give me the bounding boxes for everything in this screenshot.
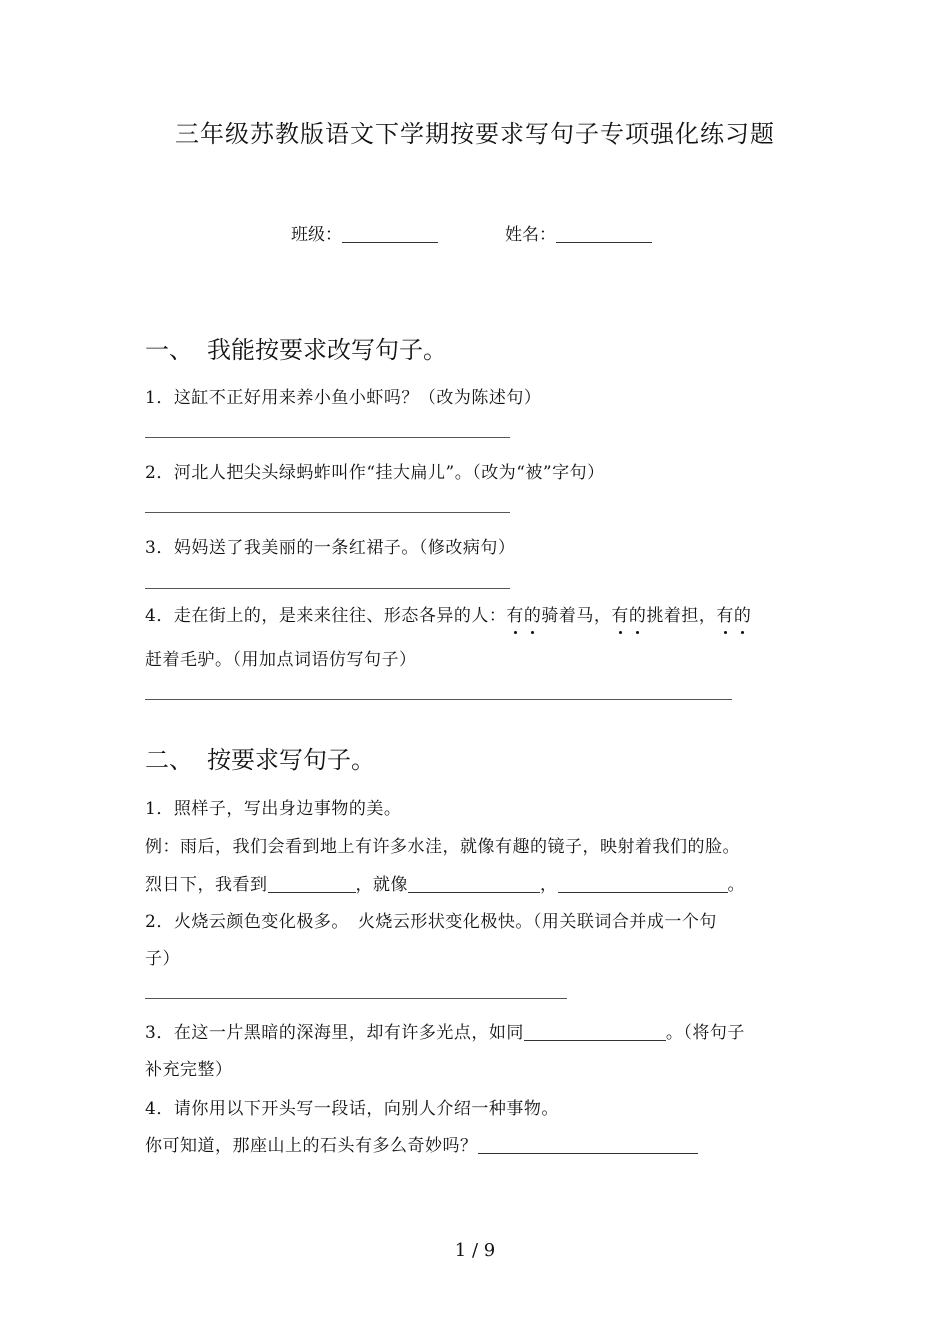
class-label: 班级： <box>291 225 342 245</box>
s1-answer-line-2[interactable] <box>145 512 510 513</box>
s1-question-4 <box>145 601 751 626</box>
dotted-char: 有 <box>611 601 629 626</box>
s1-question-3: 3．妈妈送了我美丽的一条红裙子。（修改病句） <box>145 538 516 558</box>
s2-question-3 <box>145 1018 745 1043</box>
s2-question-3-line2: 补充完整） <box>145 1060 233 1080</box>
s2-fill-b: ，就像 <box>355 875 408 895</box>
dotted-char: 有 <box>716 601 734 626</box>
s2-question-1: 1．照样子，写出身边事物的美。 <box>145 799 402 819</box>
s2-fill-sentence <box>145 870 745 895</box>
s2-example: 例：雨后，我们会看到地上有许多水洼，就像有趣的镜子，映射着我们的脸。 <box>145 837 740 857</box>
section-2-title: 按要求写句子。 <box>207 746 375 774</box>
s2-question-4: 4．请你用以下开头写一段话，向别人介绍一种事物。 <box>145 1099 559 1119</box>
s1-q4-t1: 骑着马， <box>541 606 612 626</box>
s2-question-4-start <box>145 1131 698 1156</box>
section-1-title: 我能按要求改写句子。 <box>207 336 447 364</box>
fill-blank-3[interactable] <box>558 875 728 893</box>
section-1-heading <box>145 330 447 365</box>
s2-q4-start-text: 你可知道，那座山上的石头有多么奇妙吗？ <box>145 1136 478 1156</box>
section-2-number: 二、 <box>145 746 193 774</box>
s1-question-2: 2．河北人把尖头绿蚂蚱叫作“挂大扁儿”。（改为“被”字句） <box>145 463 605 483</box>
s1-answer-line-1[interactable] <box>145 437 510 438</box>
name-field <box>505 220 652 245</box>
s1-q4-d3 <box>716 606 751 626</box>
class-blank[interactable] <box>342 242 438 243</box>
s1-answer-line-3[interactable] <box>145 588 510 589</box>
s1-question-4-line2: 赶着毛驴。（用加点词语仿写句子） <box>145 650 417 670</box>
s2-q3-a: 3．在这一片黑暗的深海里，却有许多光点，如同 <box>145 1023 524 1043</box>
section-1-number: 一、 <box>145 336 193 364</box>
page-title: 三年级苏教版语文下学期按要求写句子专项强化练习题 <box>175 120 775 148</box>
dotted-char: 的 <box>734 601 752 626</box>
dotted-char: 的 <box>629 601 647 626</box>
fill-blank-1[interactable] <box>268 875 356 893</box>
s2-fill-a: 烈日下，我看到 <box>145 875 268 895</box>
s1-question-1: 1．这缸不正好用来养小鱼小虾吗？（改为陈述句） <box>145 388 542 408</box>
dotted-char: 有 <box>506 601 524 626</box>
fill-blank-4[interactable] <box>524 1023 666 1041</box>
class-field <box>291 220 438 245</box>
s2-answer-line-2[interactable] <box>145 998 567 999</box>
section-2-heading <box>145 740 375 775</box>
s1-q4-prefix: 4．走在街上的，是来来往往、形态各异的人： <box>145 606 507 626</box>
s2-fill-c: ， <box>540 875 558 895</box>
dotted-char: 的 <box>524 601 542 626</box>
s2-question-2-line2: 子） <box>145 949 180 969</box>
name-label: 姓名： <box>505 225 556 245</box>
s2-q3-b: 。（将句子 <box>665 1023 745 1043</box>
fill-blank-5[interactable] <box>478 1136 698 1154</box>
s1-q4-d1 <box>506 606 541 626</box>
s1-q4-d2 <box>611 606 646 626</box>
s2-fill-d: 。 <box>727 875 745 895</box>
page-number: 1 / 9 <box>454 1240 496 1261</box>
s1-q4-t2: 挑着担， <box>646 606 717 626</box>
s1-answer-line-4[interactable] <box>145 699 732 700</box>
fill-blank-2[interactable] <box>408 875 540 893</box>
name-blank[interactable] <box>556 242 652 243</box>
s2-question-2: 2．火烧云颜色变化极多。 火烧云形状变化极快。（用关联词合并成一个句 <box>145 912 717 932</box>
